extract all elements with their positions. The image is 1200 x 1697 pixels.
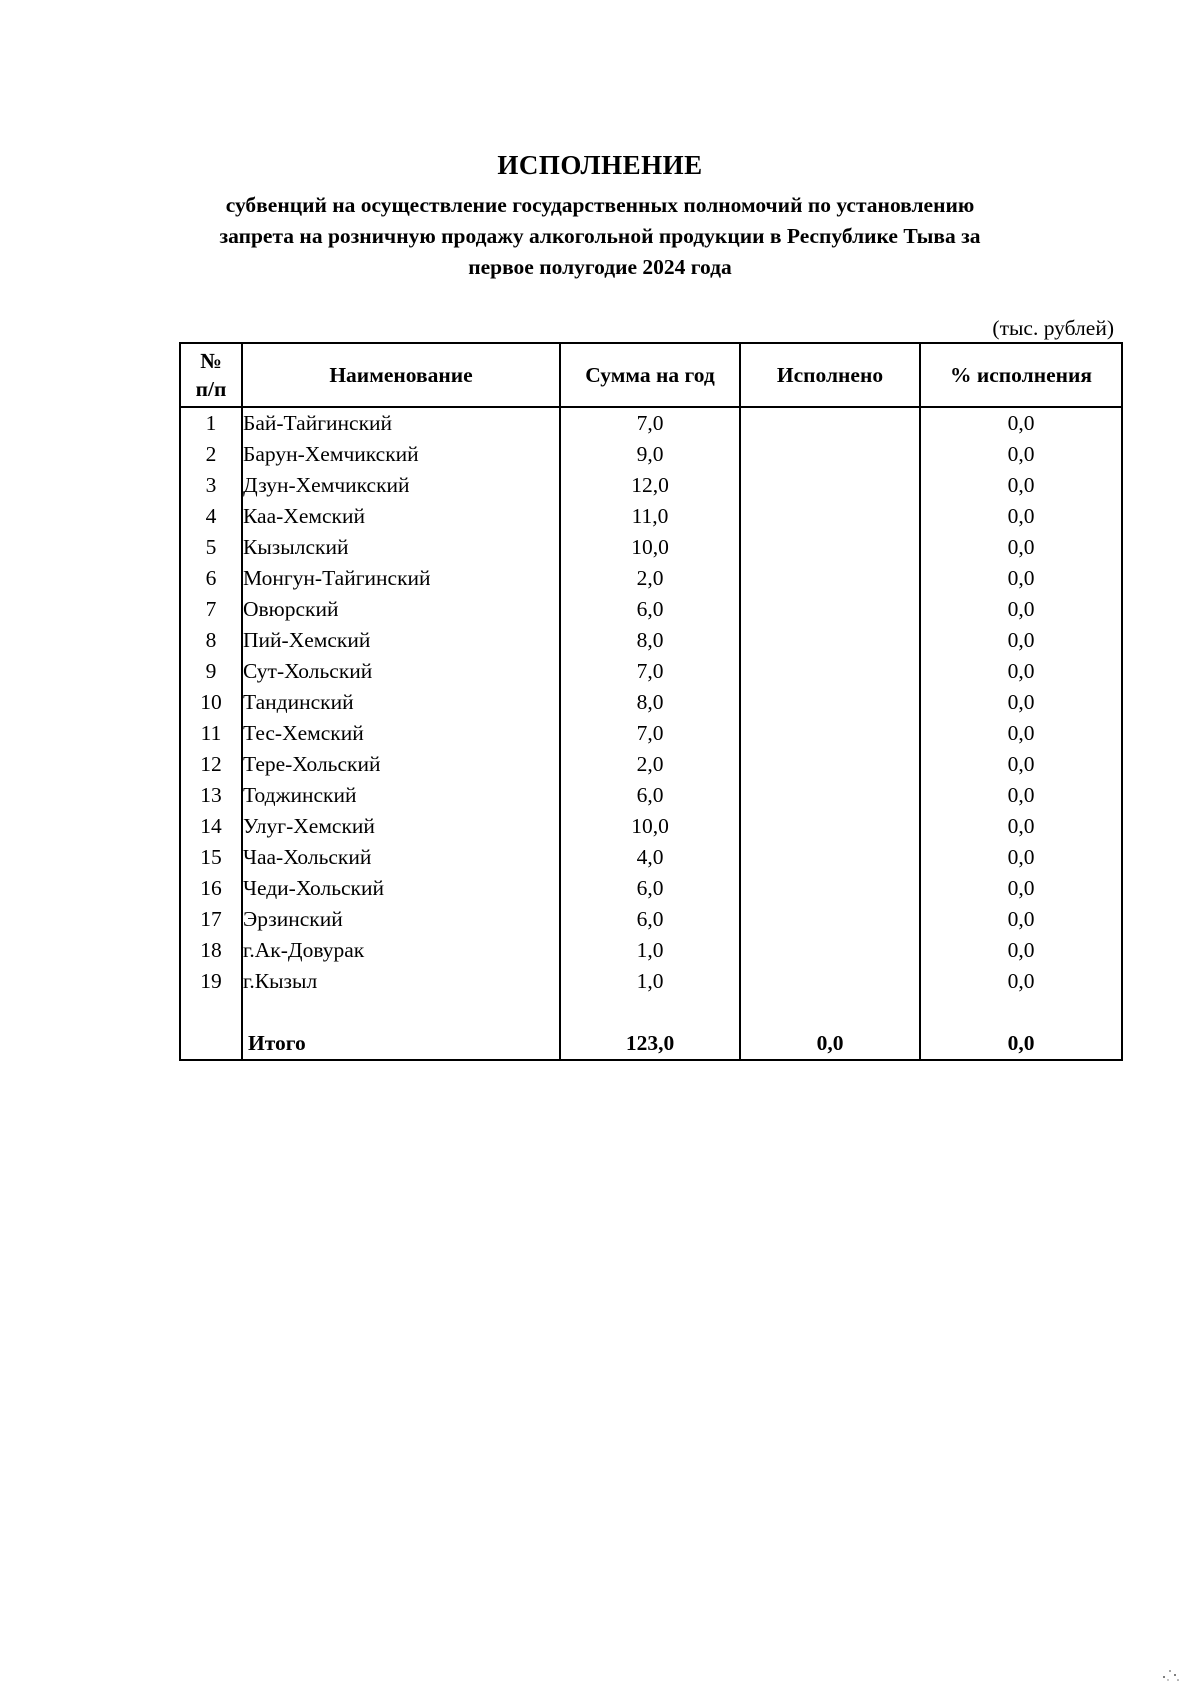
annual-amount: 6,0	[560, 904, 740, 935]
executed-amount	[740, 749, 920, 780]
spacer-row	[180, 997, 1122, 1028]
row-number: 14	[180, 811, 242, 842]
execution-percent: 0,0	[920, 656, 1122, 687]
subtitle-line: запрета на розничную продажу алкогольной продукции в Республике Тыва за	[219, 224, 981, 248]
annual-amount: 12,0	[560, 470, 740, 501]
row-number: 5	[180, 532, 242, 563]
table-row	[180, 749, 1122, 780]
executed-amount	[740, 439, 920, 470]
document-subtitle	[200, 190, 1000, 283]
subtitle-line: субвенций на осуществление государственных полномочий по установлению	[225, 193, 975, 217]
table-row	[180, 904, 1122, 935]
annual-amount: 2,0	[560, 563, 740, 594]
row-number: 13	[180, 780, 242, 811]
table-row	[180, 873, 1122, 904]
total-done: 0,0	[740, 1028, 920, 1060]
row-number: 11	[180, 718, 242, 749]
annual-amount: 1,0	[560, 966, 740, 997]
executed-amount	[740, 904, 920, 935]
executed-amount	[740, 407, 920, 439]
row-number: 19	[180, 966, 242, 997]
execution-percent: 0,0	[920, 935, 1122, 966]
table-row	[180, 594, 1122, 625]
row-number: 6	[180, 563, 242, 594]
district-name: Сут-Хольский	[242, 656, 560, 687]
table-row	[180, 935, 1122, 966]
header-amount: Сумма на год	[560, 343, 740, 407]
header-pct: % исполнения	[920, 343, 1122, 407]
table-header-row	[180, 343, 1122, 407]
district-name: Эрзинский	[242, 904, 560, 935]
annual-amount: 6,0	[560, 594, 740, 625]
total-number-cell	[180, 1028, 242, 1060]
row-number: 18	[180, 935, 242, 966]
execution-percent: 0,0	[920, 407, 1122, 439]
table-row	[180, 532, 1122, 563]
annual-amount: 7,0	[560, 718, 740, 749]
district-name: г.Ак-Довурак	[242, 935, 560, 966]
execution-table	[179, 342, 1123, 1061]
table-row	[180, 656, 1122, 687]
execution-percent: 0,0	[920, 532, 1122, 563]
district-name: Монгун-Тайгинский	[242, 563, 560, 594]
annual-amount: 8,0	[560, 625, 740, 656]
executed-amount	[740, 811, 920, 842]
table-row	[180, 407, 1122, 439]
row-number: 3	[180, 470, 242, 501]
executed-amount	[740, 594, 920, 625]
execution-percent: 0,0	[920, 470, 1122, 501]
executed-amount	[740, 780, 920, 811]
execution-percent: 0,0	[920, 439, 1122, 470]
annual-amount: 7,0	[560, 656, 740, 687]
execution-percent: 0,0	[920, 749, 1122, 780]
table-row	[180, 439, 1122, 470]
spacer-cell	[560, 997, 740, 1028]
district-name: г.Кызыл	[242, 966, 560, 997]
annual-amount: 10,0	[560, 532, 740, 563]
district-name: Кызылский	[242, 532, 560, 563]
spacer-cell	[740, 997, 920, 1028]
header-done: Исполнено	[740, 343, 920, 407]
execution-percent: 0,0	[920, 625, 1122, 656]
document-title: ИСПОЛНЕНИЕ	[497, 150, 703, 180]
row-number: 10	[180, 687, 242, 718]
district-name: Улуг-Хемский	[242, 811, 560, 842]
executed-amount	[740, 687, 920, 718]
district-name: Чаа-Хольский	[242, 842, 560, 873]
annual-amount: 6,0	[560, 873, 740, 904]
execution-percent: 0,0	[920, 718, 1122, 749]
row-number: 12	[180, 749, 242, 780]
row-number: 9	[180, 656, 242, 687]
table-row	[180, 842, 1122, 873]
annual-amount: 10,0	[560, 811, 740, 842]
spacer-cell	[180, 997, 242, 1028]
execution-percent: 0,0	[920, 501, 1122, 532]
row-number: 4	[180, 501, 242, 532]
units-label: (тыс. рублей)	[992, 316, 1114, 340]
annual-amount: 1,0	[560, 935, 740, 966]
row-number: 2	[180, 439, 242, 470]
execution-percent: 0,0	[920, 904, 1122, 935]
district-name: Бай-Тайгинский	[242, 407, 560, 439]
scan-artifact-icon	[1158, 1665, 1182, 1683]
row-number: 7	[180, 594, 242, 625]
table-row	[180, 625, 1122, 656]
row-number: 17	[180, 904, 242, 935]
execution-percent: 0,0	[920, 966, 1122, 997]
district-name: Овюрский	[242, 594, 560, 625]
district-name: Тере-Хольский	[242, 749, 560, 780]
district-name: Пий-Хемский	[242, 625, 560, 656]
table-row	[180, 780, 1122, 811]
execution-percent: 0,0	[920, 687, 1122, 718]
executed-amount	[740, 532, 920, 563]
annual-amount: 8,0	[560, 687, 740, 718]
table-row	[180, 687, 1122, 718]
table-body	[180, 407, 1122, 1060]
executed-amount	[740, 873, 920, 904]
total-label: Итого	[242, 1028, 560, 1060]
execution-percent: 0,0	[920, 594, 1122, 625]
district-name: Тоджинский	[242, 780, 560, 811]
district-name: Чеди-Хольский	[242, 873, 560, 904]
spacer-cell	[920, 997, 1122, 1028]
annual-amount: 9,0	[560, 439, 740, 470]
execution-percent: 0,0	[920, 811, 1122, 842]
execution-percent: 0,0	[920, 780, 1122, 811]
executed-amount	[740, 966, 920, 997]
district-name: Барун-Хемчикский	[242, 439, 560, 470]
spacer-cell	[242, 997, 560, 1028]
executed-amount	[740, 935, 920, 966]
table-row	[180, 966, 1122, 997]
district-name: Каа-Хемский	[242, 501, 560, 532]
district-name: Тандинский	[242, 687, 560, 718]
executed-amount	[740, 842, 920, 873]
execution-percent: 0,0	[920, 563, 1122, 594]
executed-amount	[740, 625, 920, 656]
row-number: 15	[180, 842, 242, 873]
header-name: Наименование	[242, 343, 560, 407]
total-amount: 123,0	[560, 1028, 740, 1060]
executed-amount	[740, 470, 920, 501]
table-row	[180, 501, 1122, 532]
district-name: Дзун-Хемчикский	[242, 470, 560, 501]
table-row	[180, 563, 1122, 594]
table-row	[180, 470, 1122, 501]
subtitle-line: первое полугодие 2024 года	[468, 255, 732, 279]
execution-percent: 0,0	[920, 873, 1122, 904]
total-pct: 0,0	[920, 1028, 1122, 1060]
header-number	[180, 343, 242, 407]
annual-amount: 7,0	[560, 407, 740, 439]
executed-amount	[740, 656, 920, 687]
executed-amount	[740, 501, 920, 532]
district-name: Тес-Хемский	[242, 718, 560, 749]
annual-amount: 4,0	[560, 842, 740, 873]
table-row	[180, 811, 1122, 842]
annual-amount: 11,0	[560, 501, 740, 532]
row-number: 1	[180, 407, 242, 439]
table-row	[180, 718, 1122, 749]
executed-amount	[740, 718, 920, 749]
annual-amount: 2,0	[560, 749, 740, 780]
row-number: 8	[180, 625, 242, 656]
annual-amount: 6,0	[560, 780, 740, 811]
execution-percent: 0,0	[920, 842, 1122, 873]
total-row	[180, 1028, 1122, 1060]
header-number-abbr: п/п	[195, 377, 227, 401]
executed-amount	[740, 563, 920, 594]
row-number: 16	[180, 873, 242, 904]
header-number-symbol: №	[200, 349, 222, 373]
